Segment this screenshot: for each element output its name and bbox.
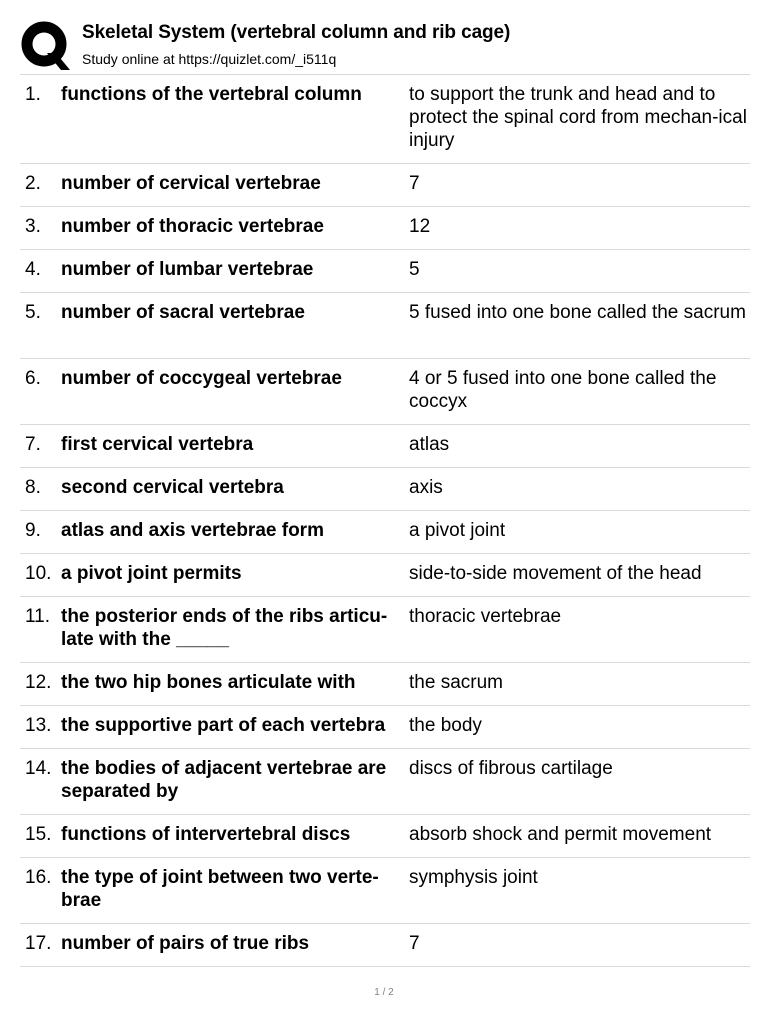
flashcard-list xyxy=(20,74,750,967)
flashcard-row xyxy=(20,858,750,924)
card-term: functions of intervertebral discs xyxy=(61,824,351,845)
flashcard-row xyxy=(20,250,750,293)
flashcard-row xyxy=(20,293,750,359)
card-definition: the body xyxy=(409,715,482,736)
card-definition: axis xyxy=(409,477,443,498)
card-number: 9. xyxy=(25,520,41,541)
document-title: Skeletal System (vertebral column and rib cage) xyxy=(82,22,511,43)
card-number: 3. xyxy=(25,216,41,237)
card-definition: atlas xyxy=(409,434,450,455)
card-term: functions of the vertebral column xyxy=(61,84,362,105)
card-term: the bodies of adjacent vertebrae are separated by xyxy=(61,758,387,802)
card-definition: absorb shock and permit movement xyxy=(409,824,712,845)
card-term: number of cervical vertebrae xyxy=(61,173,321,194)
flashcard-row xyxy=(20,663,750,706)
card-number: 5. xyxy=(25,302,41,323)
card-number: 13. xyxy=(25,715,52,736)
card-number: 12. xyxy=(25,672,52,693)
card-term: the type of joint between two verte-brae xyxy=(61,867,379,911)
card-term: second cervical vertebra xyxy=(61,477,284,498)
card-definition: 5 xyxy=(409,259,420,280)
card-number: 6. xyxy=(25,368,41,389)
card-number: 10. xyxy=(25,563,52,584)
flashcard-row xyxy=(20,425,750,468)
document-header xyxy=(0,0,768,74)
flashcard-row xyxy=(20,554,750,597)
card-definition: discs of fibrous cartilage xyxy=(409,758,613,779)
card-number: 17. xyxy=(25,933,52,954)
card-number: 16. xyxy=(25,867,52,888)
card-definition: the sacrum xyxy=(409,672,503,693)
flashcard-row xyxy=(20,706,750,749)
flashcard-row xyxy=(20,75,750,164)
card-number: 2. xyxy=(25,173,41,194)
card-term: number of lumbar vertebrae xyxy=(61,259,314,280)
card-definition: 7 xyxy=(409,173,420,194)
flashcard-row xyxy=(20,749,750,815)
study-online-link[interactable]: Study online at https://quizlet.com/_i511q xyxy=(82,51,337,67)
card-term: atlas and axis vertebrae form xyxy=(61,520,324,541)
page-indicator: 1 / 2 xyxy=(374,987,394,998)
card-number: 15. xyxy=(25,824,52,845)
card-number: 11. xyxy=(25,606,51,627)
card-number: 4. xyxy=(25,259,41,280)
card-term: number of thoracic vertebrae xyxy=(61,216,324,237)
quizlet-logo-icon xyxy=(20,20,70,72)
card-definition: 7 xyxy=(409,933,420,954)
card-term: number of sacral vertebrae xyxy=(61,302,305,323)
flashcard-row xyxy=(20,924,750,967)
card-definition: 12 xyxy=(409,216,431,237)
card-term: number of pairs of true ribs xyxy=(61,933,310,954)
card-definition: thoracic vertebrae xyxy=(409,606,562,627)
card-term: the posterior ends of the ribs articu-late with the _____ xyxy=(61,606,388,650)
card-term: the two hip bones articulate with xyxy=(61,672,356,693)
card-term: number of coccygeal vertebrae xyxy=(61,368,342,389)
card-definition: to support the trunk and head and to protect the spinal cord from mechan-ical injury xyxy=(409,84,747,151)
flashcard-row xyxy=(20,359,750,425)
flashcard-row xyxy=(20,815,750,858)
flashcard-row xyxy=(20,207,750,250)
flashcard-row xyxy=(20,164,750,207)
card-number: 1. xyxy=(25,84,41,105)
flashcard-row xyxy=(20,468,750,511)
card-number: 7. xyxy=(25,434,41,455)
card-number: 14. xyxy=(25,758,52,779)
card-term: a pivot joint permits xyxy=(61,563,242,584)
flashcard-row xyxy=(20,511,750,554)
card-number: 8. xyxy=(25,477,41,498)
card-definition: 4 or 5 fused into one bone called the coccyx xyxy=(409,368,717,412)
card-definition: a pivot joint xyxy=(409,520,506,541)
card-definition: side-to-side movement of the head xyxy=(409,563,702,584)
flashcard-row xyxy=(20,597,750,663)
card-term: first cervical vertebra xyxy=(61,434,254,455)
card-definition: 5 fused into one bone called the sacrum xyxy=(409,302,746,323)
card-term: the supportive part of each vertebra xyxy=(61,715,386,736)
card-definition: symphysis joint xyxy=(409,867,538,888)
